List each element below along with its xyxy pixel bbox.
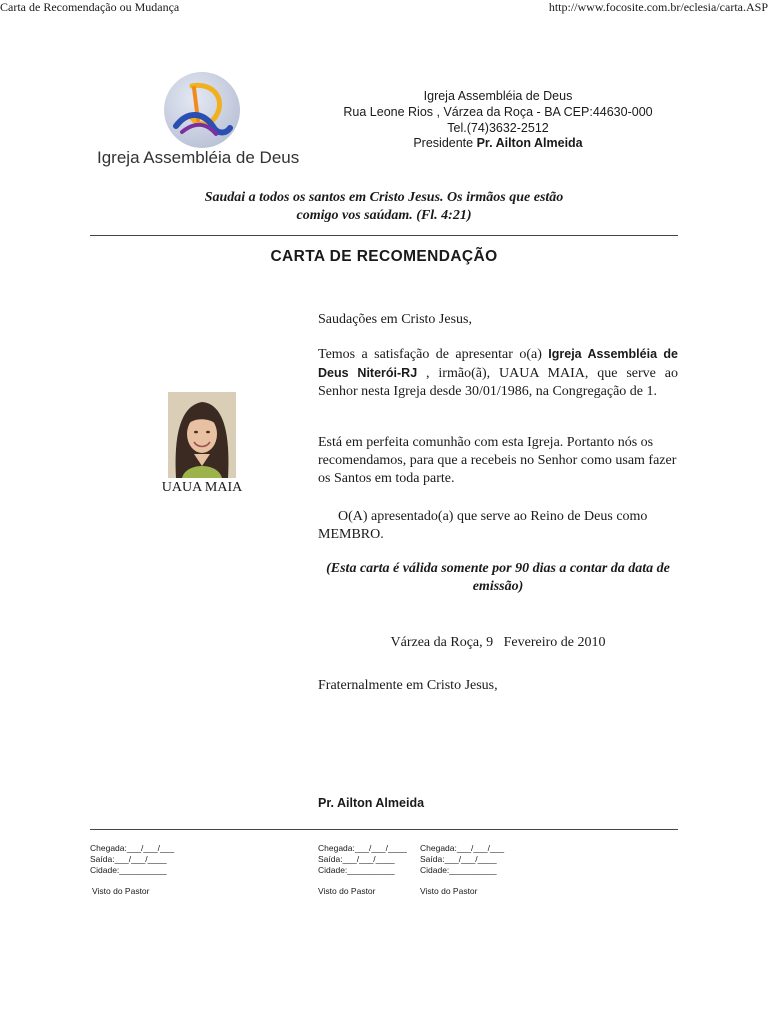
para1-start: Temos a satisfação de apresentar o(a) <box>318 347 549 362</box>
bible-verse <box>160 189 608 225</box>
footer-box-1 <box>90 843 174 876</box>
church-name: Igreja Assembléia de Deus <box>423 89 573 103</box>
footer-divider <box>90 829 678 830</box>
greeting: Saudações em Cristo Jesus, <box>318 312 472 327</box>
departure-field: Saída:___/___/____ <box>318 854 395 864</box>
departure-field: Saída:___/___/____ <box>90 854 167 864</box>
arrival-field: Chegada:___/___/____ <box>318 843 407 853</box>
church-address: Rua Leone Rios , Várzea da Roça - BA CEP:44630-000 <box>343 104 653 119</box>
footer-box-3 <box>420 843 504 876</box>
logo-caption: Igreja Assembléia de Deus <box>97 148 300 167</box>
pastor-visa-label: Visto do Pastor <box>92 886 150 896</box>
letter-title: CARTA DE RECOMENDAÇÃO <box>270 248 498 265</box>
paragraph-role: O(A) apresentado(a) que serve ao Reino de Deus como MEMBRO. <box>318 509 648 542</box>
paragraph-communion: Está em perfeita comunhão com esta Igreja. Portanto nós os recomendamos, para que a recebeis no Senhor como usam fazer os Santos em toda parte. <box>318 435 677 486</box>
footer-box-2 <box>318 843 407 876</box>
arrival-field: Chegada:___/___/___ <box>90 843 175 853</box>
verse-line-1: Saudai a todos os santos em Cristo Jesus. Os irmãos que estão <box>204 190 564 205</box>
page-title: Carta de Recomendação ou Mudança <box>0 0 180 14</box>
church-president <box>330 136 666 152</box>
validity-note: (Esta carta é válida somente por 90 dias a contar da data de emissão) <box>326 561 670 594</box>
letter-date: Várzea da Roça, 9 Fevereiro de 2010 <box>390 635 606 650</box>
member-photo <box>168 392 236 478</box>
member-name-caption: UAUA MAIA <box>161 480 243 495</box>
page-url: http://www.focosite.com.br/eclesia/carta.ASP <box>548 0 768 14</box>
city-field: Cidade:__________ <box>420 865 497 875</box>
church-logo-icon <box>162 70 242 150</box>
para1-church: Igreja Assembléia de Deus Niterói-RJ <box>318 347 678 380</box>
church-address-block <box>330 89 666 152</box>
divider <box>90 235 678 236</box>
paragraph-introduction <box>318 345 678 401</box>
closing: Fraternalmente em Cristo Jesus, <box>318 678 498 693</box>
departure-field: Saída:___/___/____ <box>420 854 497 864</box>
city-field: Cidade:__________ <box>90 865 167 875</box>
arrival-field: Chegada:___/___/___ <box>420 843 505 853</box>
city-field: Cidade:__________ <box>318 865 395 875</box>
president-label: Presidente <box>413 136 474 151</box>
verse-line-2: comigo vos saúdam. (Fl. 4:21) <box>296 208 472 223</box>
signer-name: Pr. Ailton Almeida <box>318 796 425 810</box>
para1-end: , irmão(ã), UAUA MAIA, que serve ao Senhor nesta Igreja desde 30/01/1986, na Congregação de 1. <box>318 366 678 399</box>
president-name: Pr. Ailton Almeida <box>476 136 583 151</box>
pastor-visa-label: Visto do Pastor <box>420 886 478 896</box>
pastor-visa-label: Visto do Pastor <box>318 886 376 896</box>
church-phone: Tel.(74)3632-2512 <box>447 120 549 135</box>
